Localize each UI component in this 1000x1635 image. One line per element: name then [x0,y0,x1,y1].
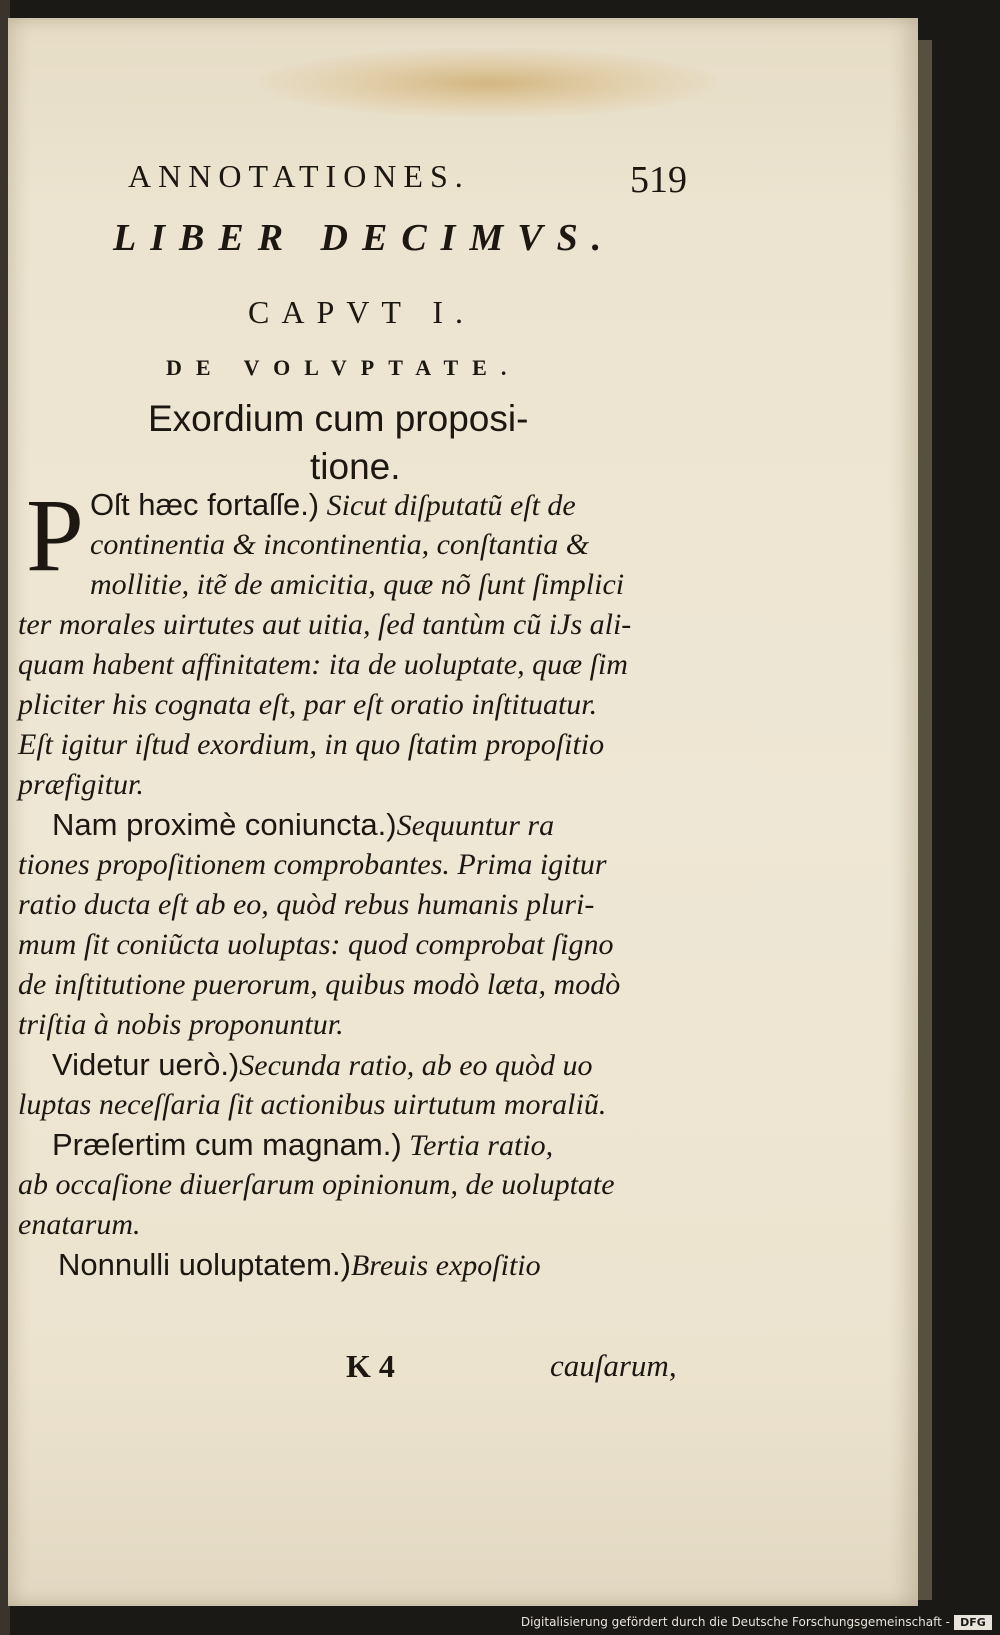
paragraph3-gloss: Secunda ratio, ab eo quòd uo [239,1049,593,1082]
paragraph3-line2: luptas neceſſaria ſit actionibus uirtutum moraliũ. [18,1088,607,1121]
book-page [8,18,918,1606]
paragraph3-line1 [52,1047,593,1082]
paragraph4-lemma: Præſertim cum magnam.) [52,1127,402,1162]
section-title-line2: tione. [310,446,401,487]
paragraph1-line2: continentia & incontinentia, conſtantia & [90,528,590,561]
paragraph1-line8: præfigitur. [18,768,144,801]
paragraph2-line4: mum ſit coniũcta uoluptas: quod comprobat ſigno [18,928,614,961]
digitization-credit: Digitalisierung gefördert durch die Deutsche Forschungsgemeinschaft - [520,1615,950,1629]
paragraph2-line3: ratio ducta eſt ab eo, quòd rebus humanis pluri- [18,888,595,921]
paragraph2-line5: de inſtitutione puerorum, quibus modò læta, modò [18,968,621,1001]
paragraph4-line3: enatarum. [18,1208,141,1241]
paragraph4-line1 [52,1127,554,1162]
facing-page-edge [918,40,932,1600]
catchword: cauſarum, [550,1348,677,1383]
signature-mark: K 4 [346,1348,395,1384]
paragraph5-lemma: Nonnulli uoluptatem.) [58,1247,351,1282]
paragraph1-line1 [90,487,576,522]
section-title-line1: Exordium cum proposi- [148,398,529,439]
paragraph5-line1 [58,1247,541,1282]
paragraph1-gloss: Sicut diſputatũ eſt de [319,489,576,522]
paragraph4-line2: ab occaſione diuerſarum opinionum, de uoluptate [18,1168,615,1201]
paragraph1-line6: pliciter his cognata eſt, par eſt oratio inſtituatur. [18,688,598,721]
paragraph1-lemma: Oſt hæc fortaſſe.) [90,487,320,522]
dfg-logo: DFG [954,1615,992,1630]
running-head: ANNOTATIONES. [128,158,470,194]
book-title: LIBER DECIMVS. [113,217,616,259]
paragraph1-line7: Eſt igitur iſtud exordium, in quo ſtatim propoſitio [18,728,605,761]
paragraph5-gloss: Breuis expoſitio [350,1249,541,1282]
page-number: 519 [630,159,687,201]
chapter-subtitle: DE VOLVPTATE. [166,355,521,380]
paragraph1-line5: quam habent affinitatem: ita de uoluptate, quæ ſim [18,648,628,681]
paragraph2-line2: tiones propoſitionem comprobantes. Prima igitur [18,848,607,881]
paragraph2-line6: triſtia à nobis proponuntur. [18,1008,344,1041]
chapter-title: CAPVT I. [248,294,475,330]
paragraph2-lemma: Nam proximè coniuncta.) [52,807,397,842]
drop-cap: P [26,478,84,593]
paragraph3-lemma: Videtur uerò.) [52,1047,240,1082]
paragraph2-line1 [52,807,555,842]
paragraph2-gloss: Sequuntur ra [396,809,555,842]
paragraph4-gloss: Tertia ratio, [401,1129,554,1162]
paragraph1-line3: mollitie, itẽ de amicitia, quæ nõ ſunt ſimplici [90,568,625,601]
water-stain [258,48,718,118]
paragraph1-line4: ter morales uirtutes aut uitia, ſed tantùm cũ iJs ali- [18,608,632,641]
